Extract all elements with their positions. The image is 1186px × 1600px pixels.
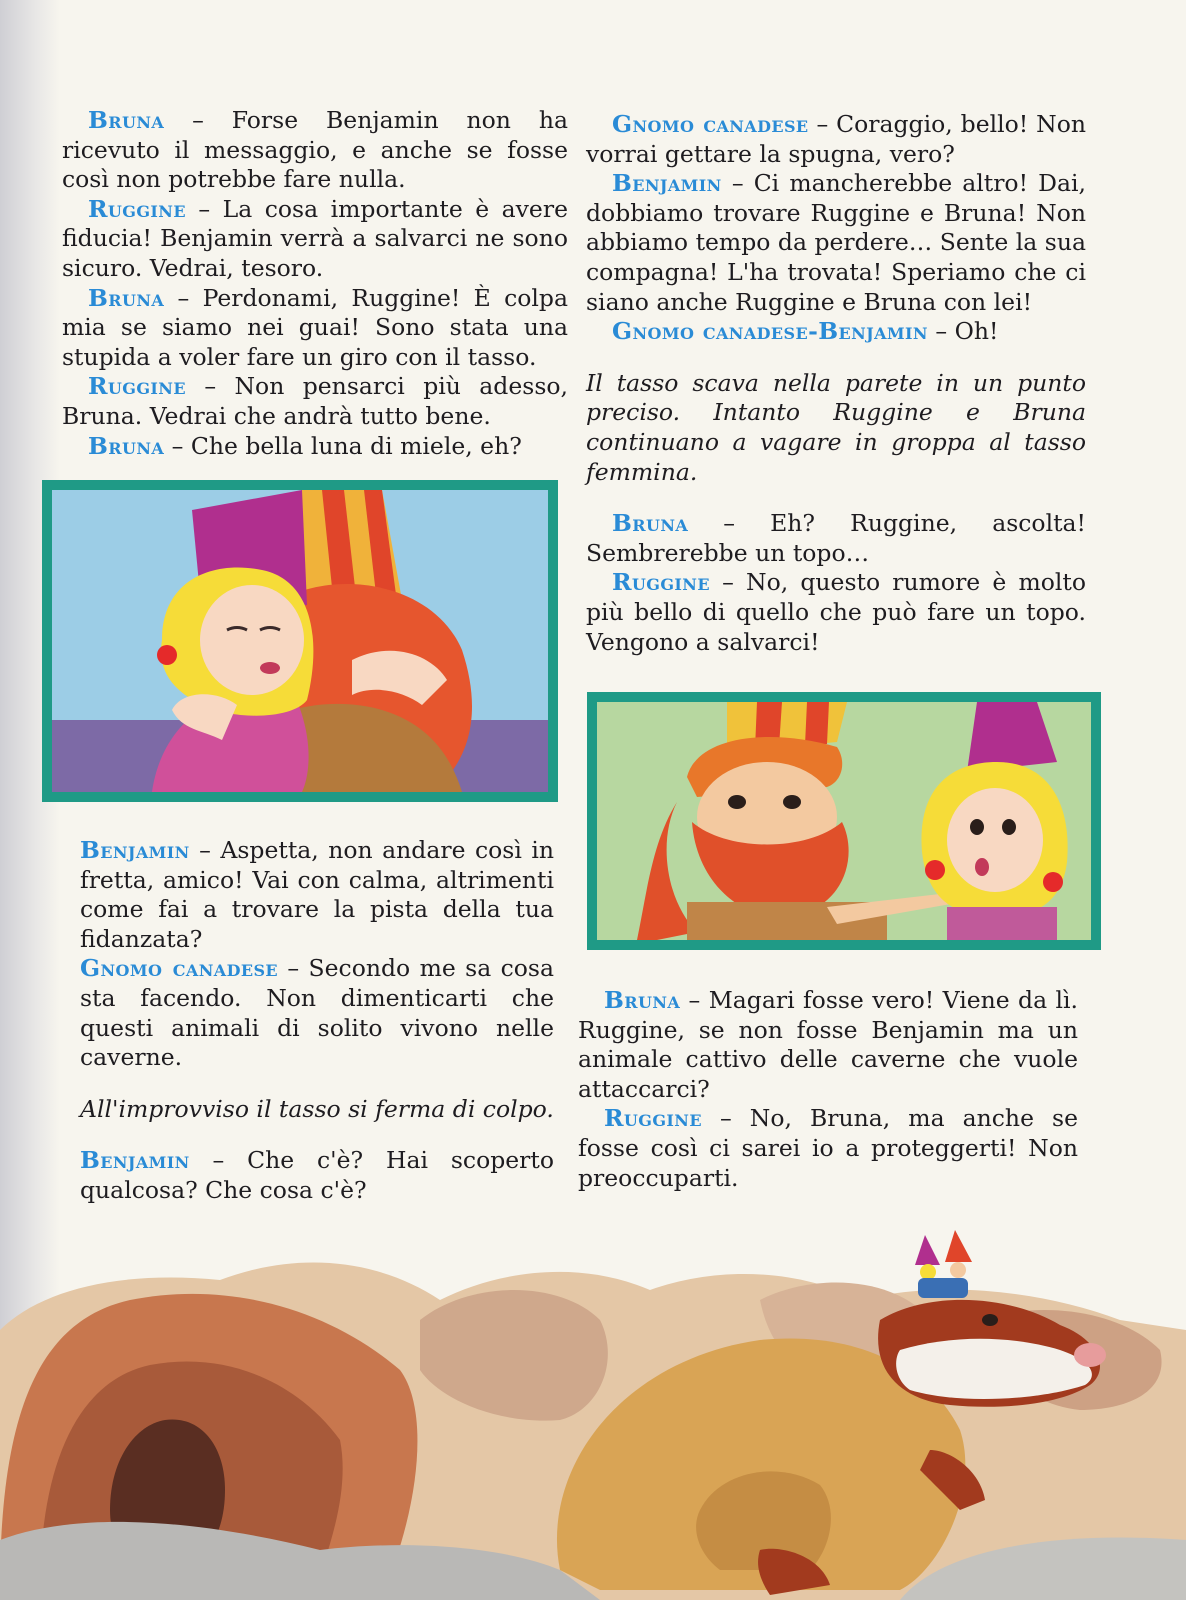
dialogue-line: Ruggine – No, questo rumore è molto più bello di quello che può fare un topo. Vengono a salvarci! — [586, 568, 1086, 656]
badger-carrying-gnomes-in-cave-illustration — [0, 1210, 1186, 1600]
dialogue-line: Bruna – Che bella luna di miele, eh? — [88, 431, 522, 460]
bruna-hugging-ruggine-illustration — [52, 490, 548, 792]
right-column-top — [586, 110, 1086, 657]
dialogue-line: Bruna – Perdonami, Ruggine! È colpa mia se siamo nei guai! Sono stata una stupida a voler fare un giro con il tasso. — [62, 283, 568, 371]
dialogue-line: Ruggine – Non pensarci più adesso, Bruna. Vedrai che andrà tutto bene. — [62, 372, 568, 430]
dialogue-line: Gnomo canadese – Coraggio, bello! Non vorrai gettare la spugna, vero? — [586, 110, 1086, 168]
right-column-bottom — [578, 986, 1078, 1193]
dialogue-line: Bruna – Eh? Ruggine, ascolta! Sembrerebbe un topo… — [586, 509, 1086, 567]
stage-direction: All'improvviso il tasso si ferma di colpo. — [80, 1094, 554, 1123]
dialogue-line: Bruna – Magari fosse vero! Viene da lì. Ruggine, se non fosse Benjamin ma un animale cattivo delle caverne che vuole attaccarci? — [578, 986, 1078, 1103]
illustration-panel-pointing — [587, 692, 1101, 950]
dialogue-line: Gnomo canadese – Secondo me sa cosa sta facendo. Non dimenticarti che questi animali di solito vivono nelle caverne. — [80, 954, 554, 1072]
dialogue-line: Gnomo canadese-Benjamin – Oh! — [612, 317, 999, 346]
stage-direction: Il tasso scava nella parete in un punto preciso. Intanto Ruggine e Bruna continuano a vagare in groppa al tasso femmina. — [586, 368, 1086, 486]
dialogue-line: Ruggine – No, Bruna, ma anche se fosse così ci sarei io a proteggerti! Non preoccuparti. — [578, 1104, 1078, 1192]
bottom-illustration — [0, 1210, 1186, 1600]
dialogue-line: Bruna – Forse Benjamin non ha ricevuto il messaggio, e anche se fosse così non potrebbe fare nulla. — [62, 106, 568, 194]
dialogue-line: Benjamin – Ci mancherebbe altro! Dai, dobbiamo trovare Ruggine e Bruna! Non abbiamo tempo da perdere… Sente la sua compagna! L'ha trovata! Speriamo che ci siano anche Ruggine e Bruna con lei! — [586, 169, 1086, 316]
left-column-bottom — [80, 836, 554, 1206]
illustration-panel-hug — [42, 480, 558, 802]
dialogue-line: Benjamin – Che c'è? Hai scoperto qualcosa? Che cosa c'è? — [80, 1146, 554, 1204]
left-column-top — [62, 106, 568, 461]
ruggine-pointing-with-bruna-illustration — [597, 702, 1091, 940]
dialogue-line: Benjamin – Aspetta, non andare così in fretta, amico! Vai con calma, altrimenti come fai a trovare la pista della tua fidanzata? — [80, 836, 554, 953]
dialogue-line: Ruggine – La cosa importante è avere fiducia! Benjamin verrà a salvarci ne sono sicuro. Vedrai, tesoro. — [62, 194, 568, 282]
